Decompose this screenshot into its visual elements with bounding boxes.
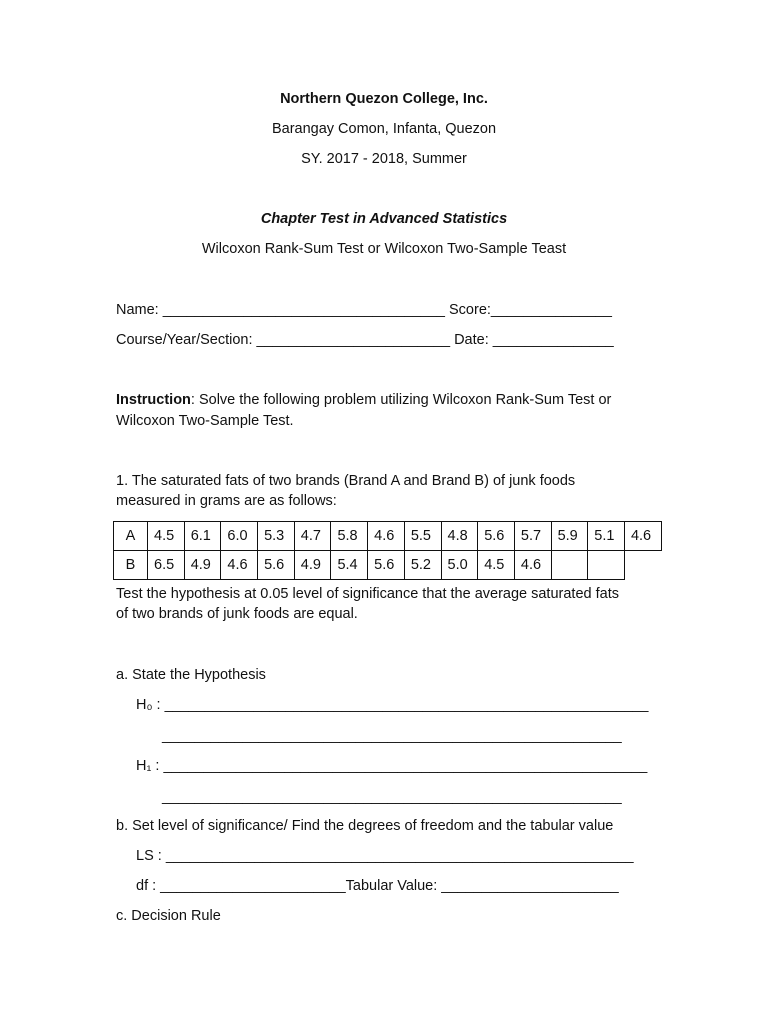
h0-line-cont: _________________________________________________________ xyxy=(162,728,622,744)
ls-line: LS : __________________________________________________________ xyxy=(136,848,634,864)
problem-text-cont: measured in grams are as follows: xyxy=(116,493,337,509)
table-cell xyxy=(551,551,588,580)
table-cell: 4.6 xyxy=(221,551,258,580)
table-cell: 5.8 xyxy=(331,522,368,551)
instruction-text-cont: Wilcoxon Two-Sample Test. xyxy=(116,413,294,429)
course-date-line: Course/Year/Section: ________________________ Date: _______________ xyxy=(116,332,614,348)
school-year: SY. 2017 - 2018, Summer xyxy=(301,151,467,167)
table-cell: 5.5 xyxy=(404,522,441,551)
part-b-heading: b. Set level of significance/ Find the degrees of freedom and the tabular value xyxy=(116,818,614,834)
table-cell: 4.5 xyxy=(148,522,185,551)
table-cell: 5.1 xyxy=(588,522,625,551)
table-cell: 5.6 xyxy=(368,551,405,580)
test-title: Chapter Test in Advanced Statistics xyxy=(260,211,508,227)
part-a-heading: a. State the Hypothesis xyxy=(116,667,266,683)
table-cell: 6.1 xyxy=(184,522,221,551)
table-cell: 4.6 xyxy=(514,551,551,580)
table-cell: 5.2 xyxy=(404,551,441,580)
hypothesis-statement: Test the hypothesis at 0.05 level of significance that the average saturated fats xyxy=(116,586,619,602)
test-subtitle: Wilcoxon Rank-Sum Test or Wilcoxon Two-Sample Teast xyxy=(201,241,567,257)
instruction-line xyxy=(116,391,611,409)
table-cell: 5.3 xyxy=(258,522,295,551)
table-cell: 4.5 xyxy=(478,551,515,580)
row-label: B xyxy=(114,551,148,580)
table-row-b xyxy=(114,551,662,580)
row-label: A xyxy=(114,522,148,551)
table-cell: 4.6 xyxy=(624,522,661,551)
hypothesis-statement-cont: of two brands of junk foods are equal. xyxy=(116,606,358,622)
df-line: df : _______________________Tabular Value: ______________________ xyxy=(136,878,619,894)
table-cell: 5.9 xyxy=(551,522,588,551)
name-score-line: Name: ___________________________________ Score:_______________ xyxy=(116,302,612,318)
problem-text: 1. The saturated fats of two brands (Brand A and Brand B) of junk foods xyxy=(116,473,576,489)
table-cell: 4.7 xyxy=(294,522,331,551)
school-name: Northern Quezon College, Inc. xyxy=(280,91,488,107)
table-cell: 5.6 xyxy=(478,522,515,551)
h1-line: H₁ : ____________________________________________________________ xyxy=(136,758,648,774)
table-cell: 4.8 xyxy=(441,522,478,551)
h0-line: H₀ : ____________________________________________________________ xyxy=(136,697,649,713)
h1-line-cont: _________________________________________________________ xyxy=(162,789,622,805)
table-cell: 5.6 xyxy=(258,551,295,580)
instruction-text: : Solve the following problem utilizing Wilcoxon Rank-Sum Test or xyxy=(190,392,612,408)
table-cell: 6.5 xyxy=(148,551,185,580)
table-row-a xyxy=(114,522,662,551)
table-cell xyxy=(588,551,625,580)
school-address: Barangay Comon, Infanta, Quezon xyxy=(271,121,497,137)
table-cell: 5.7 xyxy=(514,522,551,551)
instruction-label: Instruction xyxy=(116,392,191,408)
part-c-heading: c. Decision Rule xyxy=(116,908,221,924)
table-cell: 4.6 xyxy=(368,522,405,551)
table-cell: 6.0 xyxy=(221,522,258,551)
table-cell: 5.4 xyxy=(331,551,368,580)
table-cell: 4.9 xyxy=(294,551,331,580)
table-cell: 5.0 xyxy=(441,551,478,580)
table-cell: 4.9 xyxy=(184,551,221,580)
data-table xyxy=(113,521,662,580)
